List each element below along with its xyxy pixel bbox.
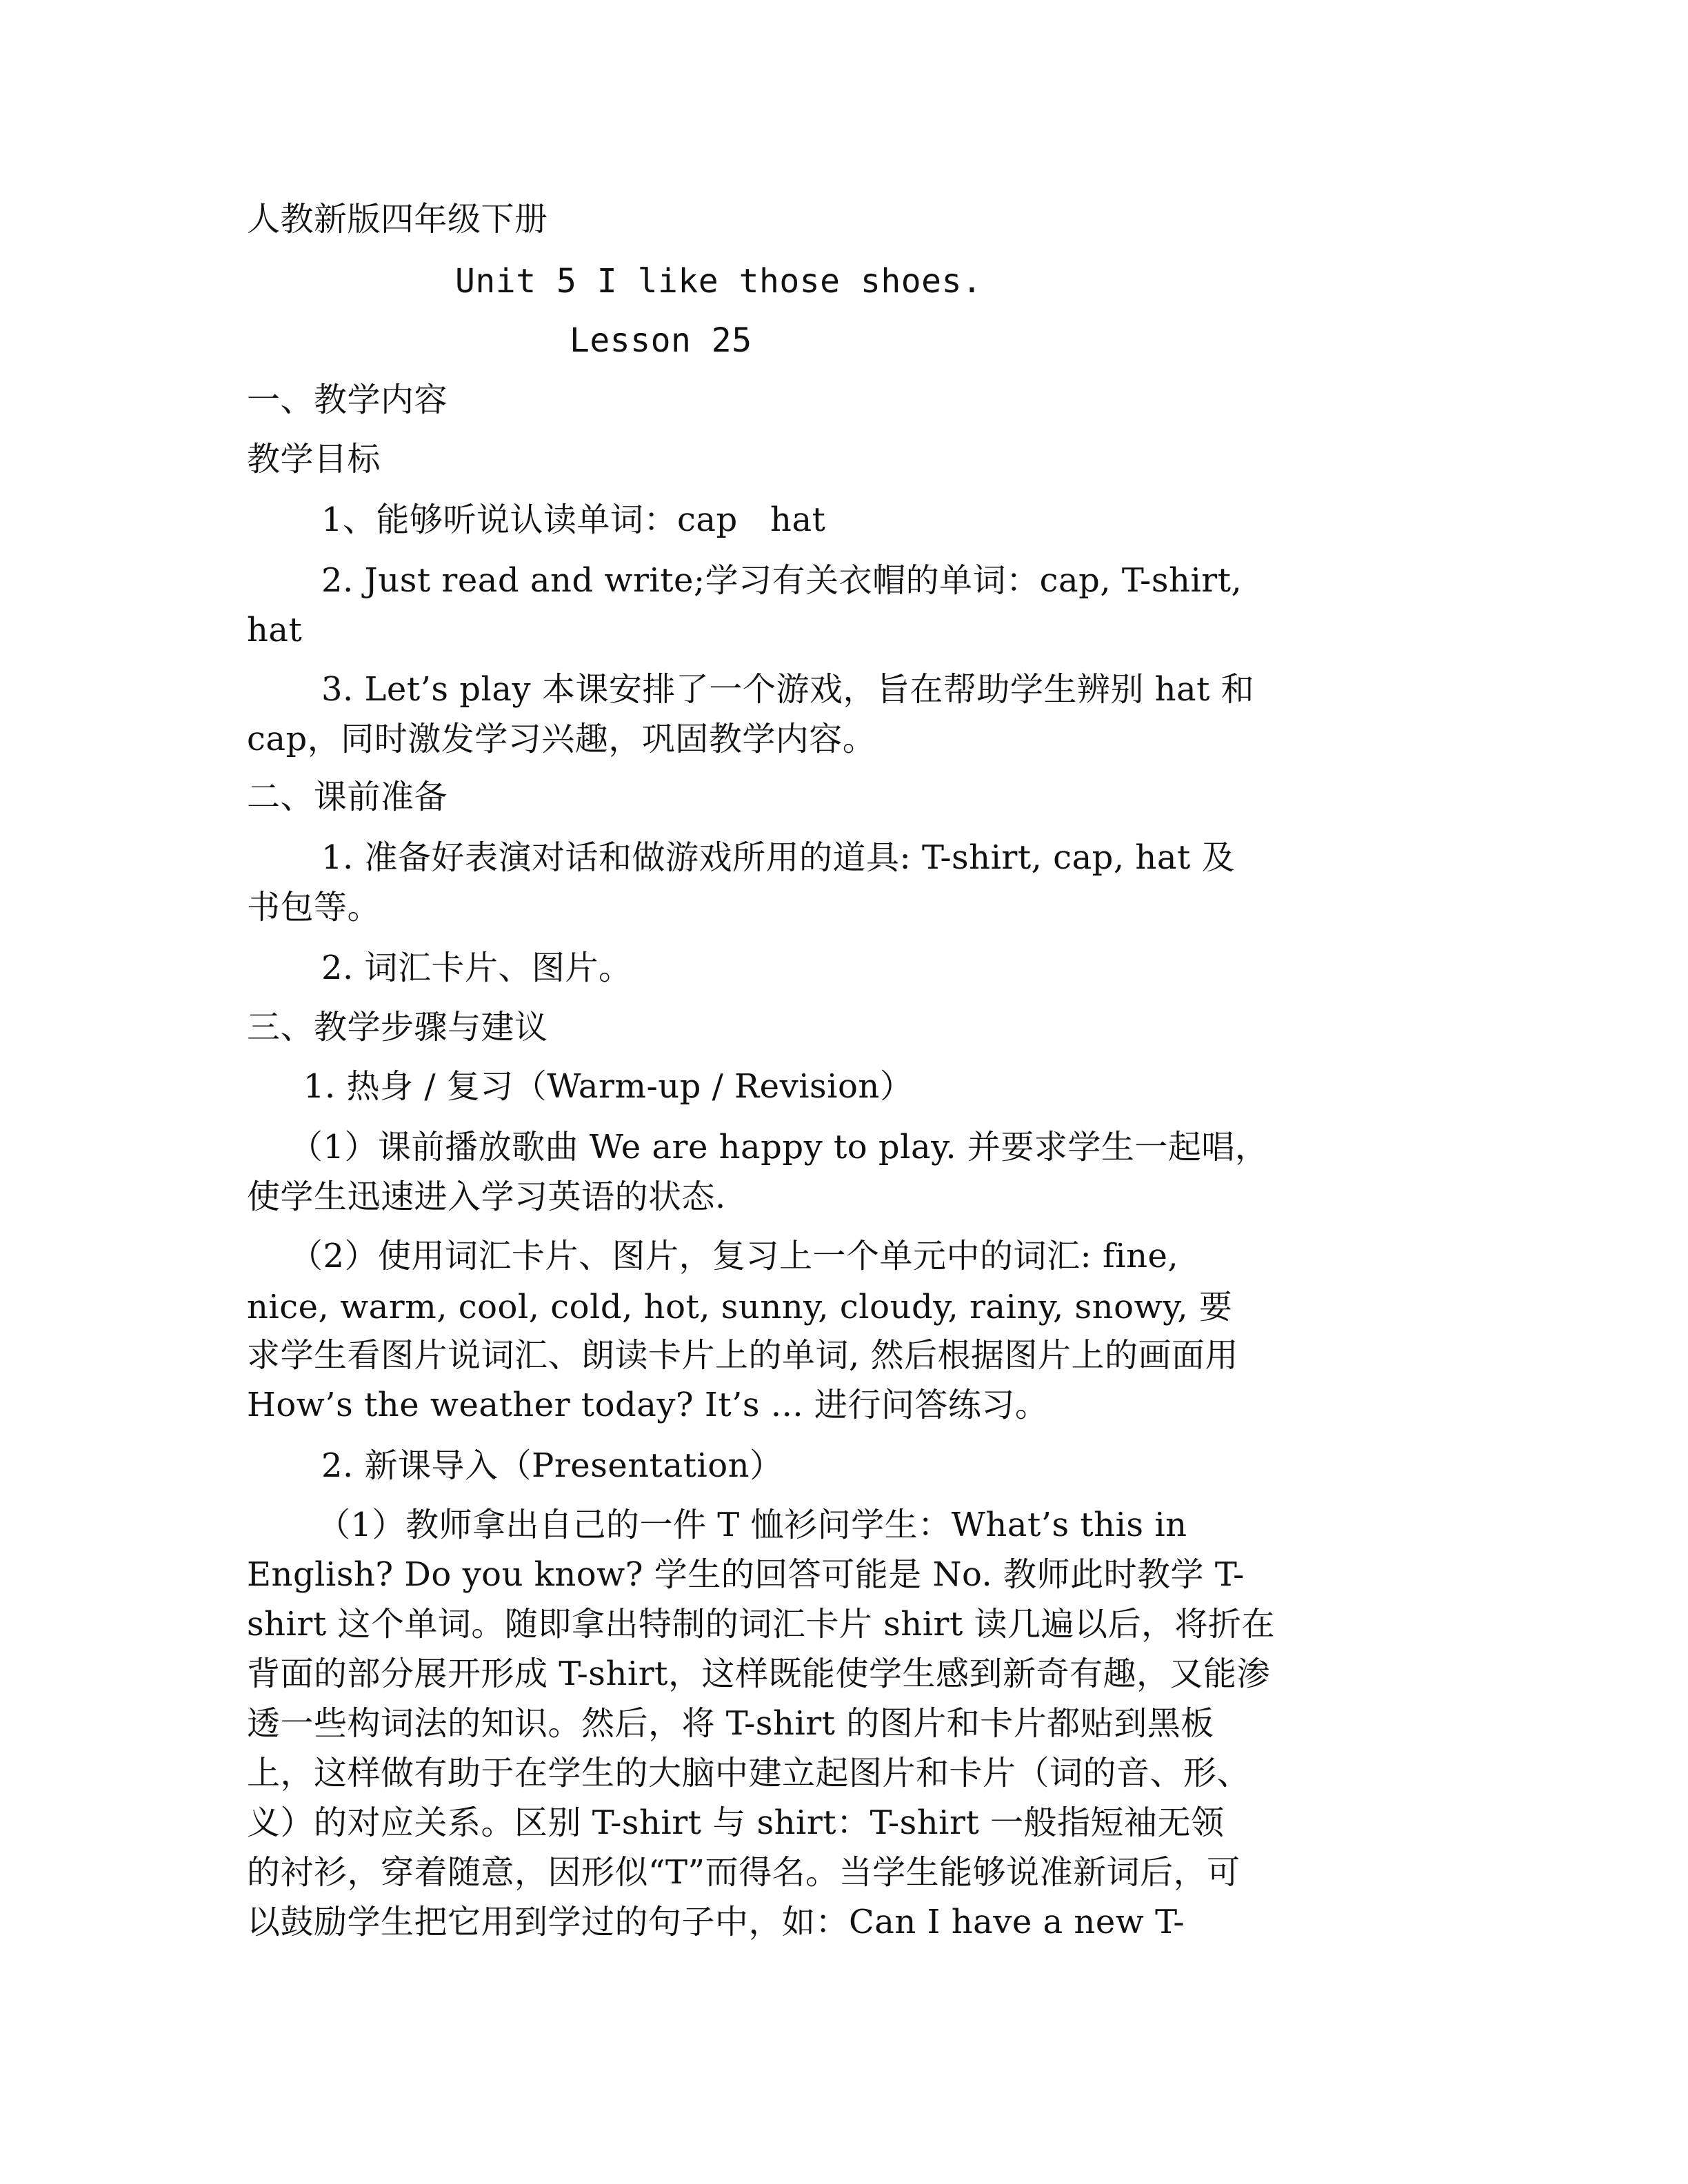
step-1-item-1: （1）课前播放歌曲 We are happy to play. 并要求学生一起唱， (290, 1128, 1269, 1166)
goal-item-3-continued: cap，同时激发学习兴趣，巩固教学内容。 (247, 720, 876, 758)
step-1-heading: 1. 热身 / 复习（Warm-up / Revision） (303, 1067, 914, 1106)
step-1-item-2: （2）使用词汇卡片、图片，复习上一个单元中的词汇: fine, (290, 1237, 1179, 1275)
goal-item-1: 1、能够听说认读单词：cap hat (321, 501, 826, 539)
step-2-item-1-line-2: English? Do you know? 学生的回答可能是 No. 教师此时教学 T- (247, 1555, 1245, 1594)
step-1-item-2-line-3: 求学生看图片说词汇、朗读卡片上的单词, 然后根据图片上的画面用 (247, 1336, 1239, 1375)
step-2-item-1-line-5: 透一些构词法的知识。然后，将 T-shirt 的图片和卡片都贴到黑板 (247, 1704, 1214, 1743)
step-2-item-1: （1）教师拿出自己的一件 T 恤衫问学生：What’s this in (317, 1506, 1187, 1544)
prep-item-1: 1. 准备好表演对话和做游戏所用的道具: T-shirt, cap, hat 及 (321, 838, 1236, 877)
section-heading-preparation: 二、课前准备 (247, 778, 448, 816)
step-2-item-1-line-6: 上，这样做有助于在学生的大脑中建立起图片和卡片（词的音、形、 (247, 1754, 1251, 1792)
prep-item-2: 2. 词汇卡片、图片。 (321, 949, 632, 987)
document-header: 人教新版四年级下册 (247, 200, 548, 239)
goal-item-2: 2. Just read and write;学习有关衣帽的单词：cap, T-shirt, (321, 561, 1243, 600)
step-1-item-2-line-2: nice, warm, cool, cold, hot, sunny, cloudy, rainy, snowy, 要 (247, 1288, 1233, 1326)
step-2-item-1-line-9: 以鼓励学生把它用到学过的句子中，如：Can I have a new T- (247, 1903, 1185, 1941)
section-subheading-goals: 教学目标 (247, 440, 381, 478)
document-title: Unit 5 I like those shoes. (455, 262, 983, 301)
step-1-item-1-continued: 使学生迅速进入学习英语的状态. (247, 1177, 726, 1216)
goal-item-2-continued: hat (247, 611, 303, 649)
step-2-item-1-line-3: shirt 这个单词。随即拿出特制的词汇卡片 shirt 读几遍以后，将折在 (247, 1605, 1276, 1644)
prep-item-1-continued: 书包等。 (247, 888, 381, 927)
section-heading-content: 一、教学内容 (247, 381, 448, 419)
document-subtitle: Lesson 25 (570, 321, 752, 360)
step-2-item-1-line-7: 义）的对应关系。区别 T-shirt 与 shirt：T-shirt 一般指短袖无领 (247, 1803, 1225, 1842)
goal-item-3: 3. Let’s play 本课安排了一个游戏，旨在帮助学生辨别 hat 和 (321, 670, 1255, 709)
step-2-item-1-line-8: 的衬衫，穿着随意，因形似“T”而得名。当学生能够说准新词后，可 (247, 1853, 1240, 1892)
step-2-heading: 2. 新课导入（Presentation） (321, 1446, 783, 1485)
step-2-item-1-line-4: 背面的部分展开形成 T-shirt，这样既能使学生感到新奇有趣，又能渗 (247, 1655, 1270, 1693)
step-1-item-2-line-4: How’s the weather today? It’s ... 进行问答练习。 (247, 1386, 1049, 1424)
section-heading-steps: 三、教学步骤与建议 (247, 1008, 548, 1046)
